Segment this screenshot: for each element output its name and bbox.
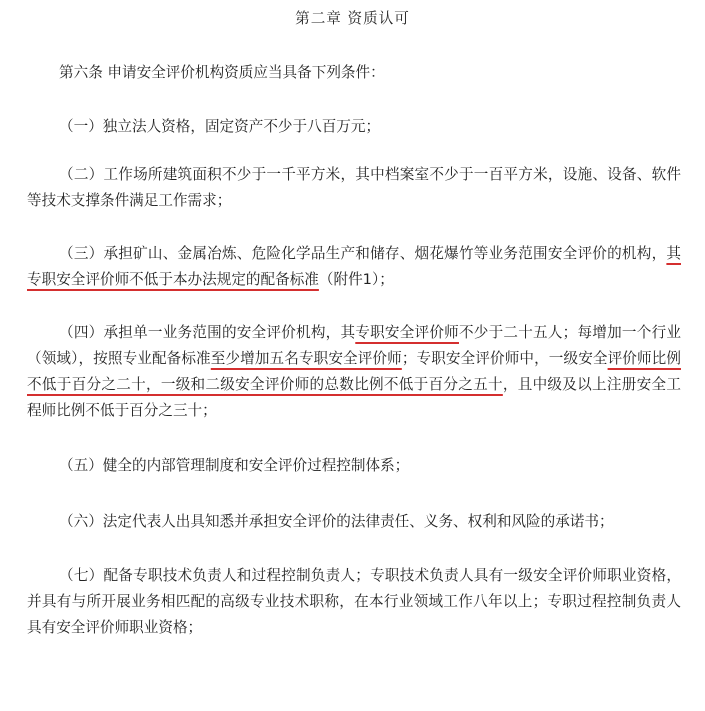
clause-4-text-2: 不少于二十五人；每增加一个行业（领域），按照专业配备标准: [27, 324, 681, 367]
clause-4-highlight-2: 至少增加五名专职安全评价师: [210, 350, 402, 367]
clause-4-text: （四）承担单一业务范围的安全评价机构，其: [59, 324, 356, 341]
clause-4-highlight-1: 专职安全评价师: [355, 324, 459, 341]
chapter-title: 第二章 资质认可: [295, 10, 410, 27]
clause-5-text: （五）健全的内部管理制度和安全评价过程控制体系；: [59, 457, 410, 474]
clause-6-text: （六）法定代表人出具知悉并承担安全评价的法律责任、义务、权利和风险的承诺书；: [59, 513, 614, 530]
clause-3: [27, 241, 681, 293]
clause-4: [27, 320, 681, 424]
clause-3-highlight: 其专职安全评价师不低于本办法规定的配备标准: [27, 245, 681, 288]
clause-6: [27, 509, 681, 535]
clause-2: [27, 162, 681, 214]
clause-2-text: （二）工作场所建筑面积不少于一千平方米，其中档案室不少于一百平方米，设施、设备、软件等技术支撑条件满足工作需求；: [27, 166, 681, 209]
clause-1: [27, 114, 681, 140]
clause-7: [27, 563, 681, 641]
clause-5: [27, 453, 681, 479]
clause-4-text-3: ；专职安全评价师中，一级安全: [401, 350, 608, 367]
clause-3-text: （三）承担矿山、金属冶炼、危险化学品生产和储存、烟花爆竹等业务范围安全评价的机构，: [59, 245, 667, 262]
clause-1-text: （一）独立法人资格，固定资产不少于八百万元；: [59, 118, 381, 135]
clause-4-text-end: ，且中级及以上注册安全工程师比例不低于百分之三十；: [27, 376, 681, 419]
clause-7-text: （七）配备专职技术负责人和过程控制负责人；专职技术负责人具有一级安全评价师职业资格，并具有与所开展业务相匹配的高级专业技术职称，在本行业领域工作八年以上；专职过程控制负责人具有安全评价师职业资格；: [27, 567, 681, 636]
clause-4-highlight-3: 评价师比例不低于百分之二十，一级和二级安全评价师的总数比例不低于百分之五十: [27, 350, 681, 393]
article-intro: 第六条 申请安全评价机构资质应当具备下列条件：: [59, 64, 385, 81]
clause-3-text-end: （附件1）；: [318, 271, 394, 288]
